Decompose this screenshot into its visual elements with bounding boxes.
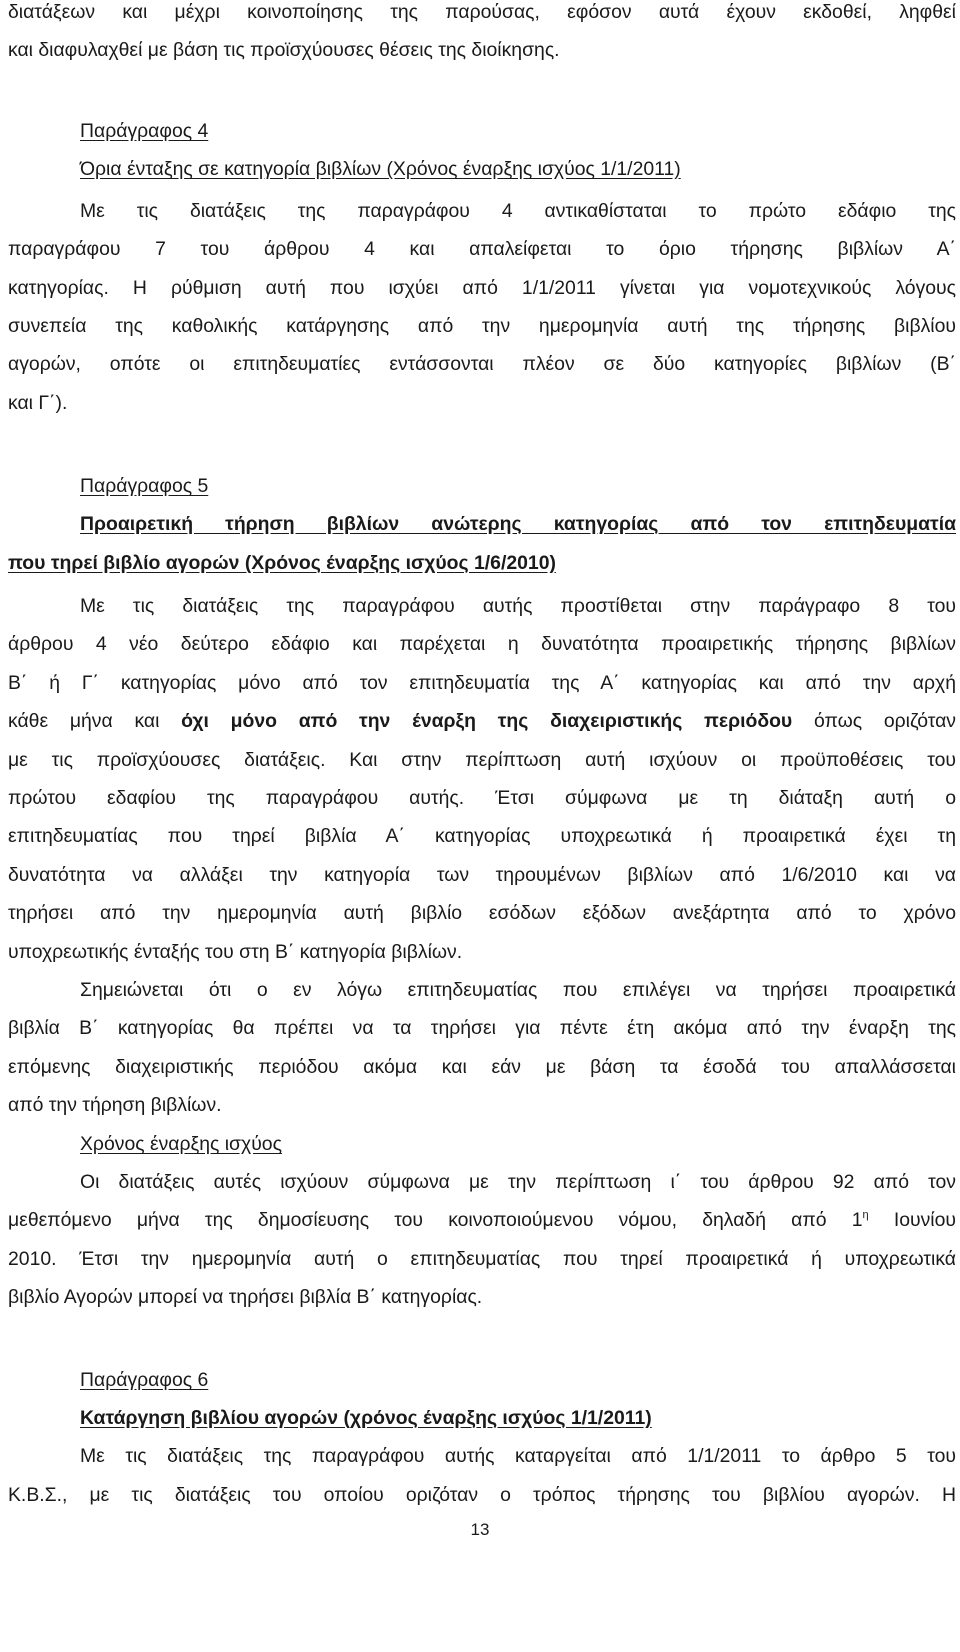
body-text-line: από την τήρηση βιβλίων. — [8, 1094, 222, 1116]
body-text-line: με τις προϊσχύουσες διατάξεις. Και στην περίπτωση αυτή ισχύουν οι προϋποθέσεις του — [8, 749, 956, 771]
section-heading: Παράγραφος 6 — [80, 1369, 209, 1391]
plain-text: όπως οριζόταν — [792, 710, 956, 732]
page-number: 13 — [470, 1520, 490, 1539]
body-text-line: βιβλίο Αγορών μπορεί να τηρήσει βιβλία Β΄ κατηγορίας. — [8, 1286, 483, 1308]
body-text-line: Κ.Β.Σ., με τις διατάξεις του οποίου οριζόταν ο τρόπος τήρησης του βιβλίου αγορών. Η — [8, 1484, 956, 1506]
section-title: που τηρεί βιβλίο αγορών (Χρόνος έναρξης ισχύος 1/6/2010) — [8, 552, 556, 574]
body-text-line: και διαφυλαχθεί με βάση τις προϊσχύουσες θέσεις της διοίκησης. — [8, 39, 560, 61]
body-text-line: Β΄ ή Γ΄ κατηγορίας μόνο από τον επιτηδευματία της Α΄ κατηγορίας και από την αρχή — [8, 672, 956, 694]
superscript: η — [862, 1209, 869, 1221]
section-title: Όρια ένταξης σε κατηγορία βιβλίων (Χρόνος έναρξης ισχύος 1/1/2011) — [80, 158, 681, 180]
section-title: Προαιρετική τήρηση βιβλίων ανώτερης κατηγορίας από τον επιτηδευματία — [80, 513, 956, 535]
body-text-line: πρώτου εδαφίου της παραγράφου αυτής. Έτσι σύμφωνα με τη διάταξη αυτή ο — [8, 787, 956, 809]
body-text-line: συνεπεία της καθολικής κατάργησης από την ημερομηνία αυτή της τήρησης βιβλίου — [8, 315, 956, 337]
body-text-line: παραγράφου 7 του άρθρου 4 και απαλείφεται το όριο τήρησης βιβλίων Α΄ — [8, 238, 956, 260]
plain-text: Ιουνίου — [868, 1209, 956, 1231]
section-title: Κατάργηση βιβλίου αγορών (χρόνος έναρξης ισχύος 1/1/2011) — [80, 1407, 652, 1429]
body-text-line: βιβλία Β΄ κατηγορίας θα πρέπει να τα τηρήσει για πέντε έτη ακόμα από την έναρξη της — [8, 1017, 956, 1039]
section-heading: Παράγραφος 4 — [80, 120, 209, 142]
body-text-line: διατάξεων και μέχρι κοινοποίησης της παρούσας, εφόσον αυτά έχουν εκδοθεί, ληφθεί — [8, 1, 956, 23]
body-text-line: επόμενης διαχειριστικής περιόδου ακόμα και εάν με βάση τα έσοδά του απαλλάσσεται — [8, 1056, 956, 1078]
body-text-line: Με τις διατάξεις της παραγράφου αυτής προστίθεται στην παράγραφο 8 του — [80, 595, 956, 617]
body-text-line: αγορών, οπότε οι επιτηδευματίες εντάσσονται πλέον σε δύο κατηγορίες βιβλίων (Β΄ — [8, 353, 956, 375]
body-text-line: άρθρου 4 νέο δεύτερο εδάφιο και παρέχεται η δυνατότητα προαιρετικής τήρησης βιβλίων — [8, 633, 956, 655]
body-text-line: 2010. Έτσι την ημερομηνία αυτή ο επιτηδευματίας που τηρεί προαιρετικά ή υποχρεωτικά — [8, 1248, 956, 1270]
plain-text: κάθε μήνα και — [8, 710, 182, 732]
body-text-line: υποχρεωτικής ένταξής του στη Β΄ κατηγορία βιβλίων. — [8, 941, 463, 963]
body-text-line: τηρήσει από την ημερομηνία αυτή βιβλίο εσόδων εξόδων ανεξάρτητα από το χρόνο — [8, 902, 956, 924]
body-text-line: Οι διατάξεις αυτές ισχύουν σύμφωνα με την περίπτωση ι΄ του άρθρου 92 από τον — [80, 1171, 956, 1193]
body-text-line: δυνατότητα να αλλάξει την κατηγορία των τηρουμένων βιβλίων από 1/6/2010 και να — [8, 864, 956, 886]
body-text-line: Με τις διατάξεις της παραγράφου αυτής καταργείται από 1/1/2011 το άρθρο 5 του — [80, 1445, 956, 1467]
bold-text: όχι μόνο από την έναρξη της διαχειριστικής περιόδου — [181, 710, 793, 732]
body-text-line: Σημειώνεται ότι ο εν λόγω επιτηδευματίας που επιλέγει να τηρήσει προαιρετικά — [80, 979, 956, 1001]
subheading: Χρόνος έναρξης ισχύος — [80, 1133, 282, 1155]
body-text-line — [8, 709, 956, 733]
body-text-line: και Γ΄). — [8, 392, 68, 414]
body-text-line — [8, 1208, 956, 1232]
section-heading: Παράγραφος 5 — [80, 475, 209, 497]
body-text-line: επιτηδευματίας που τηρεί βιβλία Α΄ κατηγορίας υποχρεωτικά ή προαιρετικά έχει τη — [8, 825, 956, 847]
body-text-line: Με τις διατάξεις της παραγράφου 4 αντικαθίσταται το πρώτο εδάφιο της — [80, 200, 956, 222]
body-text-line: κατηγορίας. Η ρύθμιση αυτή που ισχύει από 1/1/2011 γίνεται για νομοτεχνικούς λόγους — [8, 277, 956, 299]
plain-text: μεθεπόμενο μήνα της δημοσίευσης του κοινοποιούμενου νόμου, δηλαδή από 1 — [8, 1209, 863, 1231]
